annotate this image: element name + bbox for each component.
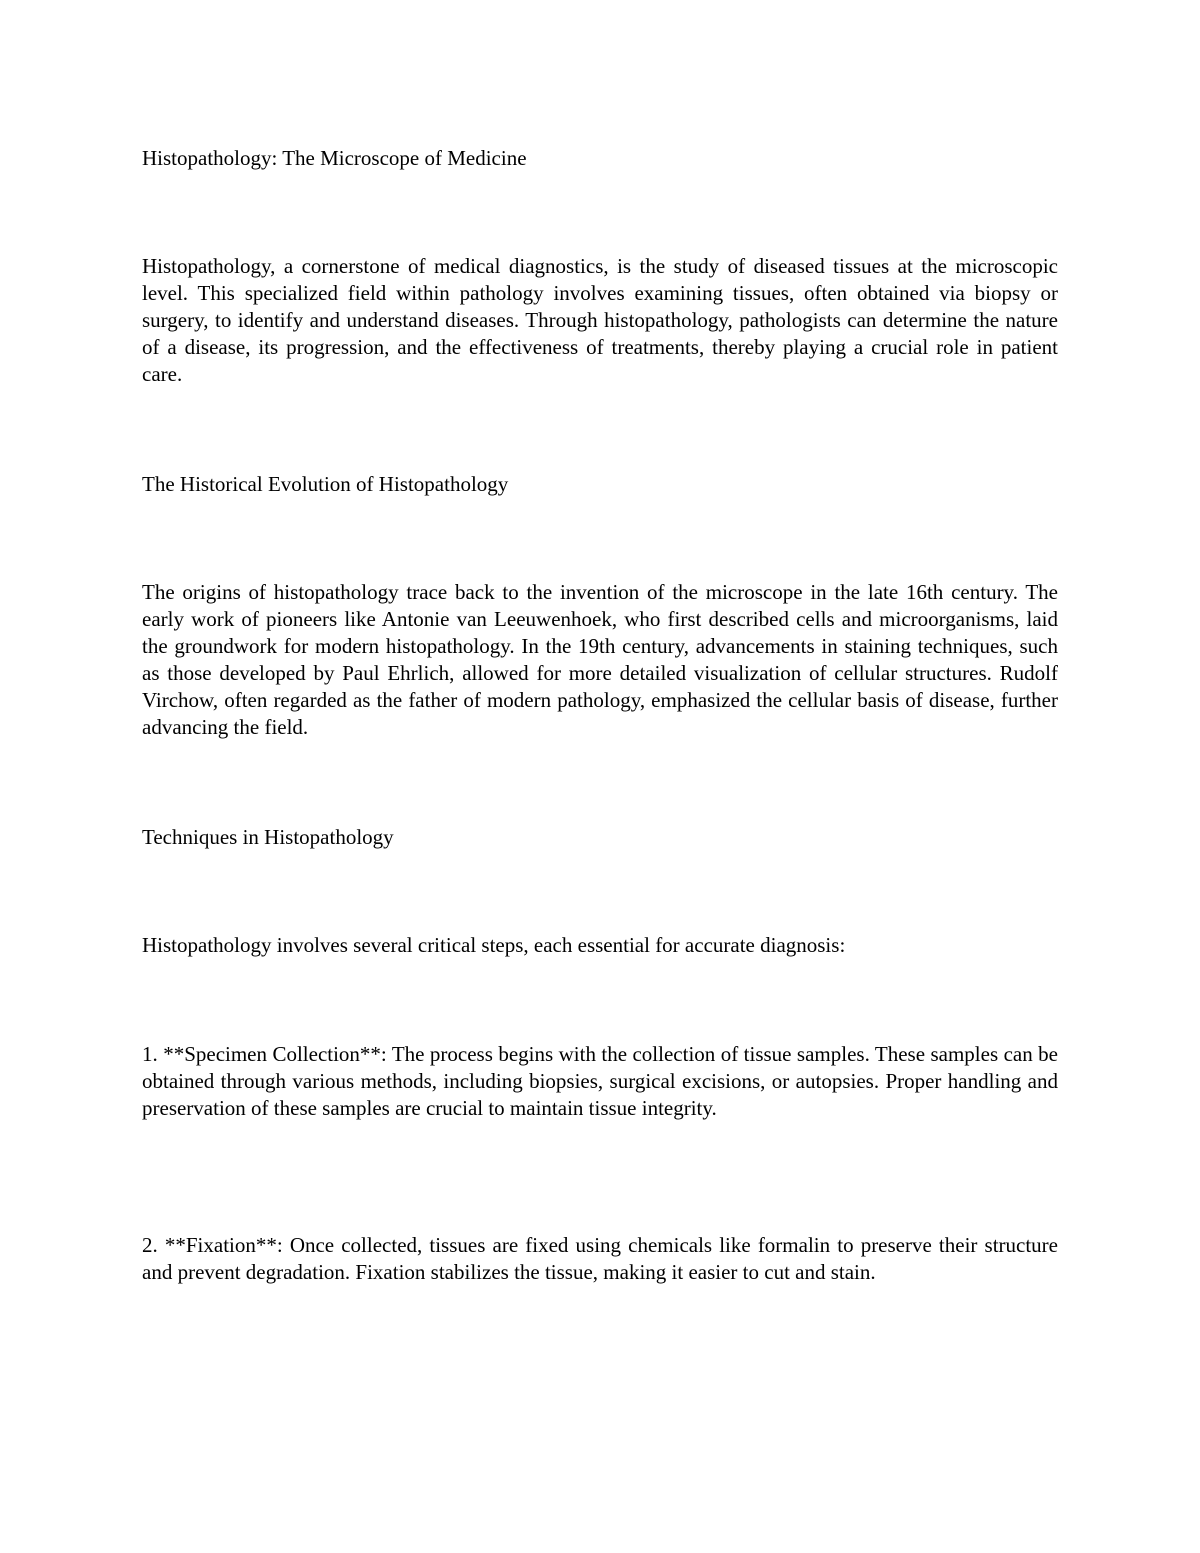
history-paragraph: The origins of histopathology trace back to the invention of the microscope in the late 16th century. The early work of pioneers like Antonie van Leeuwenhoek, who first described cells and microorganisms, laid the groundwork for modern histopathology. In the 19th century, advancements in staining techniques, such as those developed by Paul Ehrlich, allowed for more detailed visualization of cellular structures. Rudolf Virchow, often regarded as the father of modern pathology, emphasized the cellular basis of disease, further advancing the field. (142, 580, 1058, 739)
document-title: Histopathology: The Microscope of Medicine (142, 146, 527, 170)
step-specimen-collection: 1. **Specimen Collection**: The process begins with the collection of tissue samples. These samples can be obtained through various methods, including biopsies, surgical excisions, or autopsies. Proper handling and preservation of these samples are crucial to maintain tissue integrity. (142, 1042, 1058, 1120)
techniques-heading: Techniques in Histopathology (142, 825, 394, 849)
intro-paragraph: Histopathology, a cornerstone of medical diagnostics, is the study of diseased tissues at the microscopic level. This specialized field within pathology involves examining tissues, often obtained via biopsy or surgery, to identify and understand diseases. Through histopathology, pathologists can determine the nature of a disease, its progression, and the effectiveness of treatments, thereby playing a crucial role in patient care. (142, 254, 1058, 386)
history-heading: The Historical Evolution of Histopathology (142, 472, 509, 496)
techniques-intro: Histopathology involves several critical steps, each essential for accurate diagnosis: (142, 933, 846, 957)
step-fixation: 2. **Fixation**: Once collected, tissues are fixed using chemicals like formalin to preserve their structure and prevent degradation. Fixation stabilizes the tissue, making it easier to cut and stain. (142, 1233, 1058, 1284)
